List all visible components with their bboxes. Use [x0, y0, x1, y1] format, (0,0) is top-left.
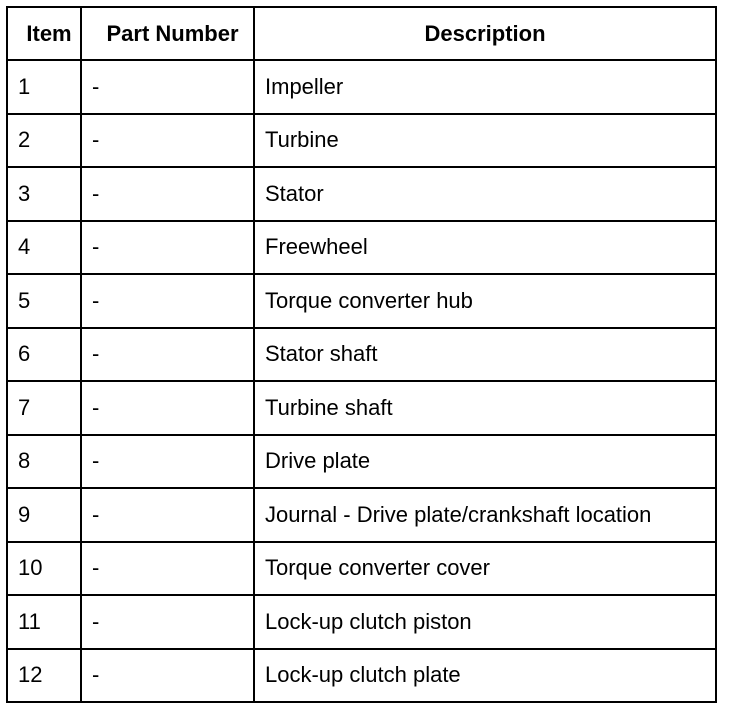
- cell-description: Lock-up clutch plate: [254, 649, 716, 703]
- table-row: [7, 488, 716, 542]
- cell-item: 11: [7, 595, 81, 649]
- cell-description: Torque converter cover: [254, 542, 716, 596]
- header-part-number: Part Number: [81, 7, 254, 60]
- table-row: [7, 274, 716, 328]
- table-body: [7, 60, 716, 702]
- cell-part-number: -: [81, 381, 254, 435]
- cell-item: 5: [7, 274, 81, 328]
- table-row: [7, 435, 716, 489]
- cell-item: 6: [7, 328, 81, 382]
- cell-item: 8: [7, 435, 81, 489]
- cell-item: 4: [7, 221, 81, 275]
- cell-part-number: -: [81, 167, 254, 221]
- cell-part-number: -: [81, 435, 254, 489]
- cell-item: 7: [7, 381, 81, 435]
- cell-part-number: -: [81, 595, 254, 649]
- cell-item: 2: [7, 114, 81, 168]
- cell-description: Journal - Drive plate/crankshaft location: [254, 488, 716, 542]
- cell-part-number: -: [81, 60, 254, 114]
- table-row: [7, 60, 716, 114]
- header-row: [7, 7, 716, 60]
- cell-item: 1: [7, 60, 81, 114]
- cell-item: 10: [7, 542, 81, 596]
- table-row: [7, 649, 716, 703]
- table-row: [7, 328, 716, 382]
- table-row: [7, 542, 716, 596]
- cell-description: Stator shaft: [254, 328, 716, 382]
- cell-part-number: -: [81, 649, 254, 703]
- cell-part-number: -: [81, 114, 254, 168]
- cell-description: Torque converter hub: [254, 274, 716, 328]
- cell-part-number: -: [81, 488, 254, 542]
- header-description: Description: [254, 7, 716, 60]
- cell-item: 3: [7, 167, 81, 221]
- cell-description: Stator: [254, 167, 716, 221]
- header-item: Item: [7, 7, 81, 60]
- table-header: [7, 7, 716, 60]
- table-row: [7, 221, 716, 275]
- cell-description: Turbine: [254, 114, 716, 168]
- cell-item: 9: [7, 488, 81, 542]
- table-row: [7, 167, 716, 221]
- cell-description: Turbine shaft: [254, 381, 716, 435]
- table-row: [7, 114, 716, 168]
- cell-item: 12: [7, 649, 81, 703]
- cell-description: Drive plate: [254, 435, 716, 489]
- cell-part-number: -: [81, 542, 254, 596]
- cell-description: Impeller: [254, 60, 716, 114]
- table-row: [7, 595, 716, 649]
- cell-description: Lock-up clutch piston: [254, 595, 716, 649]
- cell-part-number: -: [81, 274, 254, 328]
- cell-description: Freewheel: [254, 221, 716, 275]
- cell-part-number: -: [81, 328, 254, 382]
- cell-part-number: -: [81, 221, 254, 275]
- table-row: [7, 381, 716, 435]
- parts-table: [6, 6, 717, 703]
